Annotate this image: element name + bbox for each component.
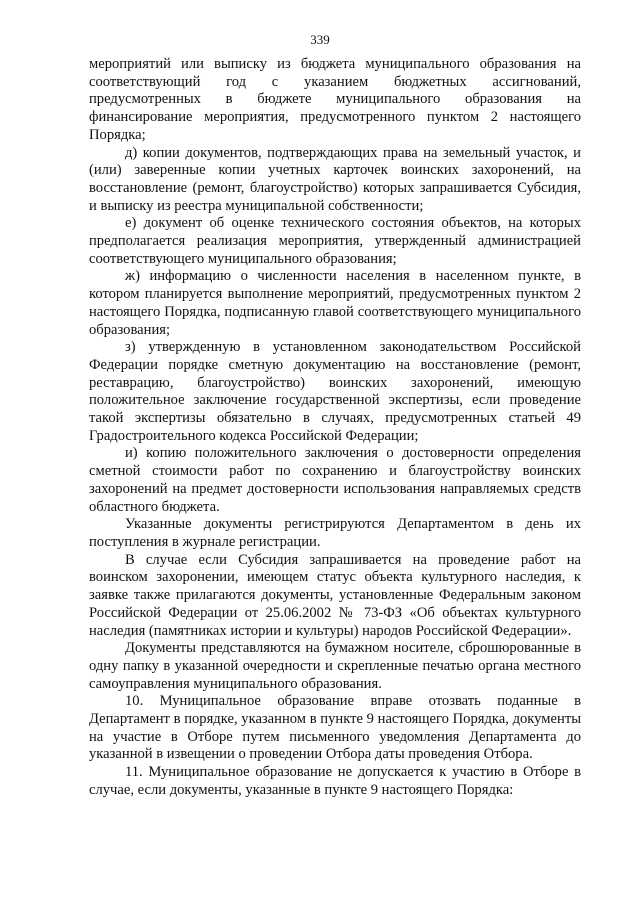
paragraph-continuation: мероприятий или выписку из бюджета муниципального образования на соответствующий год с указанием бюджетных ассигнований, предусмотренных в бюджете муниципального образования на финансирование мероприятия, предусмотренного пунктом 2 настоящего Порядка; [89, 56, 581, 143]
paragraph-paper-format: Документы представляются на бумажном носителе, сброшюрованные в одну папку в указанной очередности и скрепленные печатью органа местного самоуправления муниципального образования. [89, 640, 581, 692]
paragraph-item-i: и) копию положительного заключения о достоверности определения сметной стоимости работ по сохранению и благоустройству воинских захоронений на предмет достоверности использования направляемых средств областного бюджета. [89, 445, 581, 515]
paragraph-clause-11: 11. Муниципальное образование не допускается к участию в Отборе в случае, если документы, указанные в пункте 9 настоящего Порядка: [89, 764, 581, 798]
page-number: 339 [310, 32, 330, 47]
paragraph-clause-10: 10. Муниципальное образование вправе отозвать поданные в Департамент в порядке, указанном в пункте 9 настоящего Порядка, документы на участие в Отборе путем письменного уведомления Департамента до указанной в извещении о проведении Отбора даты проведения Отбора. [89, 693, 581, 763]
document-body [89, 56, 581, 800]
paragraph-item-e: е) документ об оценке технического состояния объектов, на которых предполагается реализация мероприятия, утвержденный администрацией соответствующего муниципального образования; [89, 215, 581, 267]
paragraph-registration: Указанные документы регистрируются Департаментом в день их поступления в журнале регистрации. [89, 516, 581, 550]
paragraph-item-zh: ж) информацию о численности населения в населенном пункте, в котором планируется выполнение мероприятий, предусмотренных пунктом 2 настоящего Порядка, подписанную главой соответствующего муниципального образования; [89, 268, 581, 338]
paragraph-item-d: д) копии документов, подтверждающих права на земельный участок, и (или) заверенные копии учетных карточек воинских захоронений, на восстановление (ремонт, благоустройство) которых запрашивается Субсидия, и выписку из реестра муниципальной собственности; [89, 144, 581, 214]
paragraph-item-z: з) утвержденную в установленном законодательством Российской Федерации порядке сметную документацию на восстановление (ремонт, реставрацию, благоустройство) воинских захоронений, имеющую положительное заключение государственной экспертизы, если проведение такой экспертизы обязательно в случаях, предусмотренных статьей 49 Градостроительного кодекса Российской Федерации; [89, 339, 581, 444]
paragraph-cultural-heritage: В случае если Субсидия запрашивается на проведение работ на воинском захоронении, имеющем статус объекта культурного наследия, к заявке также прилагаются документы, установленные Федеральным законом Российской Федерации от 25.06.2002 № 73-ФЗ «Об объектах культурного наследия (памятниках истории и культуры) народов Российской Федерации». [89, 551, 581, 639]
